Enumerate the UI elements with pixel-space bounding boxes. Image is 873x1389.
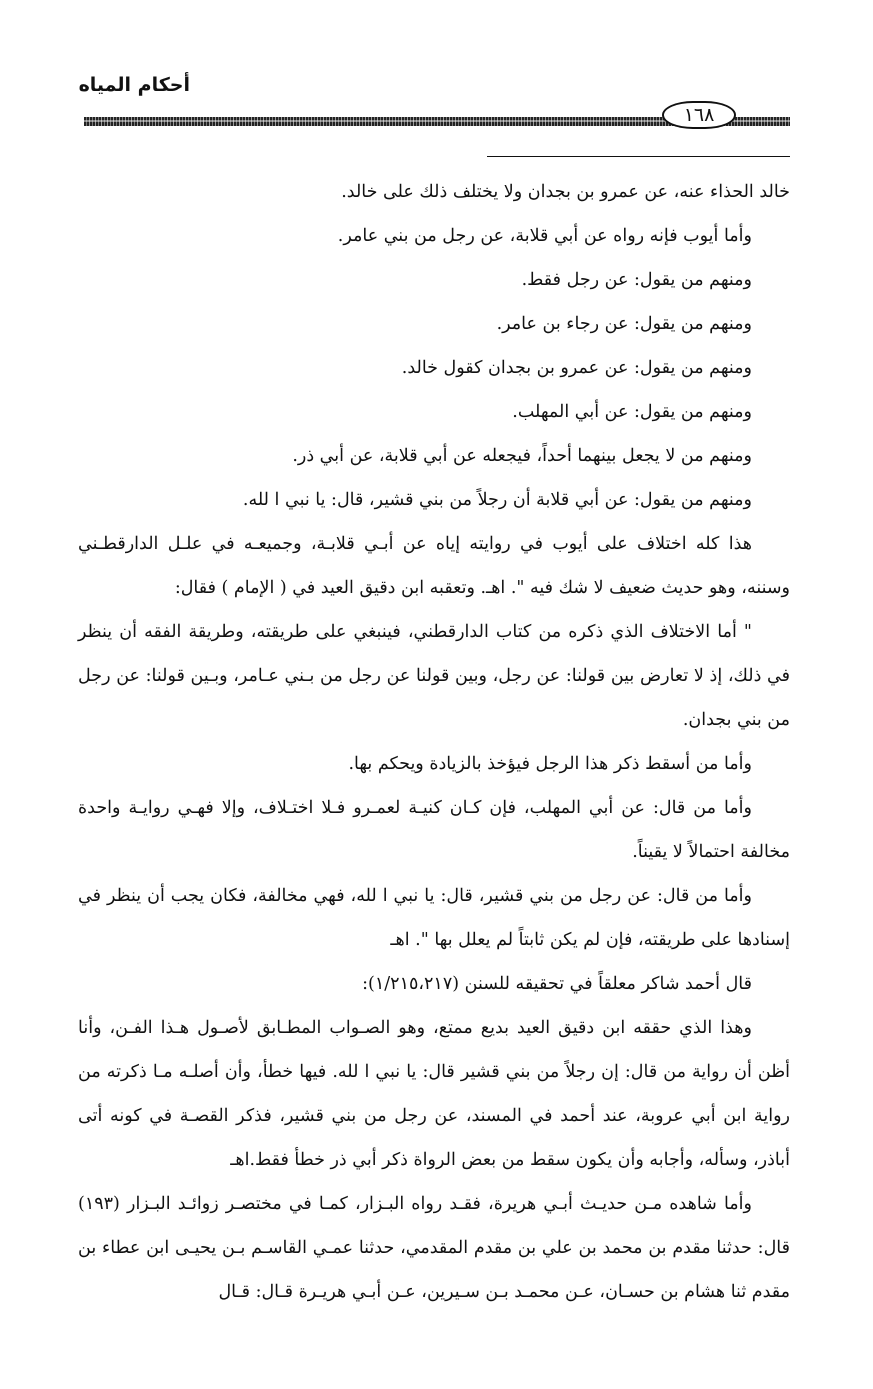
paragraph: وأما أيوب فإنه رواه عن أبي قلابة، عن رجل من بني عامر. [337,226,752,246]
paragraph: خالد الحذاء عنه، عن عمرو بن بجدان ولا يختلف ذلك على خالد. [341,182,790,202]
paragraph: قال أحمد شاكر معلقاً في تحقيقه للسنن (١/٢١٥،٢١٧): [362,974,752,994]
paragraph: ومنهم من يقول: عن أبي قلابة أن رجلاً من بني قشير، قال: يا نبي ا لله. [242,490,752,510]
paragraph: ومنهم من يقول: عن أبي المهلب. [512,402,752,422]
paragraph: وأما من أسقط ذكر هذا الرجل فيؤخذ بالزيادة ويحكم بها. [348,754,752,774]
page-number: ١٦٨ [662,101,736,129]
paragraph: ومنهم من يقول: عن رجاء بن عامر. [496,314,752,334]
paragraph: هذا كله اختلاف على أيوب في روايته إياه عن أبـي قلابـة، وجميعـه في علـل الدارقطـني وسننه، وهو حديث ضعيف لا شك فيه ". اهـ. وتعقبه ابن دقيق العيد في ( الإمام ) فقال: [78,534,790,598]
paragraph: " أما الاختلاف الذي ذكره من كتاب الدارقطني، فينبغي على طريقته، وطريقة الفقه أن ينظر في ذلك، إذ لا تعارض بين قولنا: عن رجل، وبين قولنا عن رجل من بـني عـامر، وبـين قولنا: عن رجل من بني بجدان. [78,622,790,730]
paragraph: وأما من قال: عن رجل من بني قشير، قال: يا نبي ا لله، فهي مخالفة، فكان يجب أن ينظر في إسنادها على طريقته، فإن لم يكن ثابتاً لم يعلل بها ". اهـ [78,886,790,950]
book-title: أحكام المياه [78,74,190,96]
paragraph: ومنهم من يقول: عن عمرو بن بجدان كقول خالد. [401,358,752,378]
paragraph: ومنهم من يقول: عن رجل فقط. [521,270,752,290]
paragraph: وهذا الذي حققه ابن دقيق العيد بديع ممتع، وهو الصـواب المطـابق لأصـول هـذا الفـن، وأنا أظن أن رواية من قال: إن رجلاً من بني قشير قال: يا نبي ا لله. فيها خطأ، وأن أصلـه مـا ذكرته من رواية ابن أبي عروبة، عند أحمد في المسند، عن رجل من بني قشير، فذكر القصـة في كونه أتى أباذر، وسأله، وأجابه وأن يكون سقط من بعض الرواة ذكر أبي ذر خطأ فقط.اهـ [78,1018,790,1170]
paragraph: وأما من قال: عن أبي المهلب، فإن كـان كنيـة لعمـرو فـلا اختـلاف، وإلا فهـي روايـة واحدة مخالفة احتمالاً لا يقيناً. [78,798,790,862]
footnote-separator [487,156,790,157]
paragraph: وأما شاهده مـن حديـث أبـي هريرة، فقـد رواه البـزار، كمـا في مختصـر زوائـد البـزار (١٩٣) قال: حدثنا مقدم بن محمد بن علي بن مقدم المقدمي، حدثنا عمـي القاسـم بـن يحيـى ابن عطاء بن مقدم ثنا هشام بن حسـان، عـن محمـد بـن سـيرين، عـن أبـي هريـرة قـال: قـال [78,1194,790,1302]
paragraph: ومنهم من لا يجعل بينهما أحداً، فيجعله عن أبي قلابة، عن أبي ذر. [292,446,752,466]
main-text [78,170,790,1314]
